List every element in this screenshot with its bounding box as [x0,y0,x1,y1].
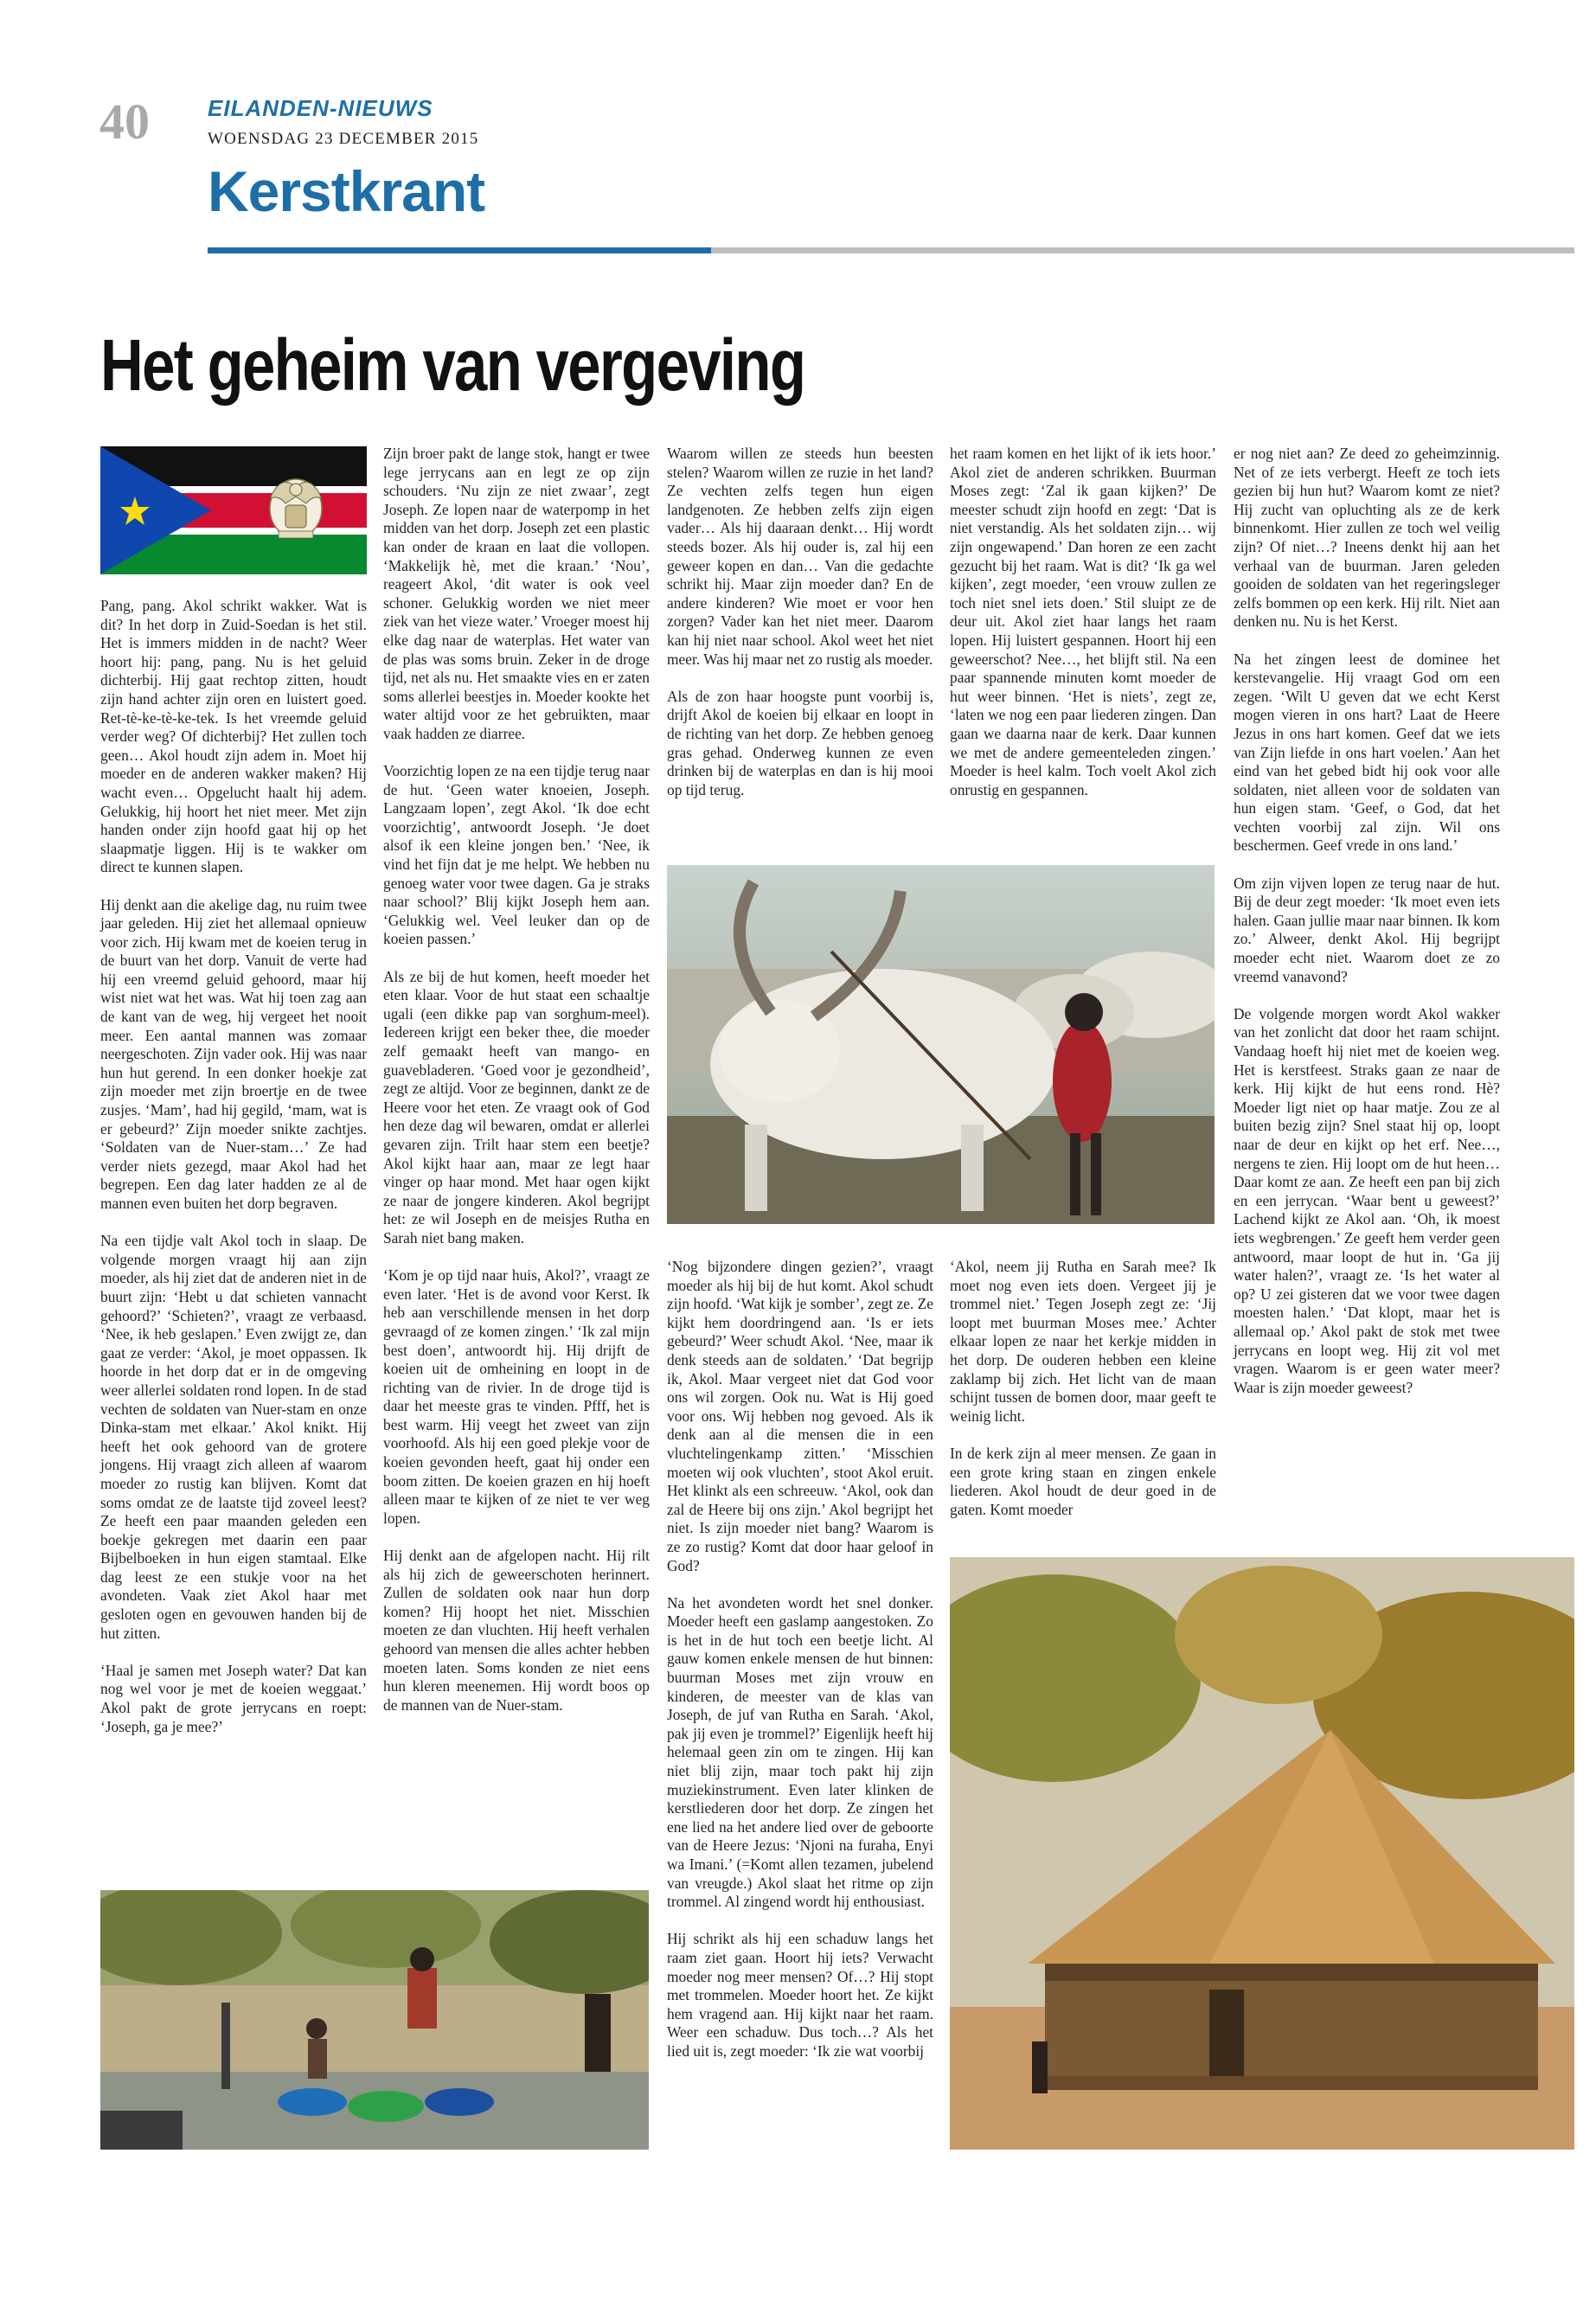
paragraph: Hij denkt aan de afgelopen nacht. Hij rilt als hij zich de geweerschoten herinnert. Zullen de soldaten ook naar hun dorp komen? Hij hoopt het niet. Misschien moeten ze dan vluchten. Hij heeft verhalen gehoord van mensen die alles achter hebben moeten laten. Soms konden ze niet eens hun kleren meenemen. Hij wordt boos op de mannen van de Nuer-stam. [383,1547,650,1714]
thatched-hut-photo [950,1557,1574,2150]
article-column-4-top [950,445,1216,818]
paragraph: Pang, pang. Akol schrikt wakker. Wat is dit? In het dorp in Zuid-Soedan is het stil. Het is immers midden in de nacht? Weer hoort hij: pang, pang. Nu is het geluid dichterbij. Hij gaat rechtop zitten, houdt zijn hand achter zijn oren en luistert goed. Ret-tè-ke-tè-ke-tek. Is het vreemde geluid verder weg? Of dichterbij? Het zullen toch geen… Akol houdt zijn adem in. Moet hij moeder en de anderen wakker maken? Hij wacht even… Opgelucht haalt hij adem. Gelukkig, hij hoort het niet meer. Met zijn handen onder zijn hoofd gaat hij op het slaapmatje liggen. Hij is te wakker om direct te kunnen slapen. [100,597,367,876]
article-headline: Het geheim van vergeving [100,324,805,406]
paragraph: ‘Haal je samen met Joseph water? Dat kan nog wel voor je met de koeien weggaat.’ Akol pakt de grote jerrycans en roept: ‘Joseph, ga je mee?’ [100,1661,367,1735]
masthead-logo: EILANDEN-NIEUWS [208,95,433,121]
section-rule-blue [208,247,711,253]
paragraph: De volgende morgen wordt Akol wakker van het zonlicht dat door het raam schijnt. Vandaag hoeft hij niet met de koeien weg. Het is kerstfeest. Straks gaan ze naar de kerk. Hij kijkt de hut eens rond. Hè? Moeder ligt niet op haar matje. Zou ze al buiten bezig zijn? Snel staat hij op, loopt naar de deur en kijkt op het erf. Nee…, nergens te zien. Hij loopt om de hut heen… Daar komt ze aan. Ze heeft een pan bij zich en een jerrycan. ‘Waar bent u geweest?’ Lachend kijkt ze Akol aan. ‘Oh, ik moest iets wegbrengen.’ Ze geeft hem verder geen antwoord, maar loopt de hut in. ‘Ga jij water halen?’, vraagt ze. ‘Is het water al op? U zei gisteren dat we voor twee dagen moesten halen.’ ‘Dat klopt, maar het is allemaal op.’ Akol pakt de stok met twee jerrycans en loopt weg. Hij zit vol met vragen. Waarom is er geen water meer? Waar is zijn moeder geweest? [1234,1004,1500,1396]
section-rule-grey [711,247,1574,253]
article-column-1 [100,597,367,1755]
paragraph: Als ze bij de hut komen, heeft moeder het eten klaar. Voor de hut staat een schaaltje ugali (een dikke pap van sorghum-meel). Iedereen krijgt een beker thee, die moeder zelf gemaakt heeft van mango- en guavebladeren. ‘Goed voor je gezondheid’, zegt ze altijd. Voor ze beginnen, dankt ze de Heere voor het eten. Ze vraagt ook of God hen deze dag wil bewaren, omdat er allerlei gevaren zijn. Trilt haar stem een beetje? Akol kijkt haar aan, maar ze legt haar vinger op haar mond. Met haar ogen kijkt ze naar de jongere kinderen. Akol begrijpt het: ze wil Joseph en de meisjes Rutha en Sarah niet bang maken. [383,967,650,1247]
article-column-4-bottom [950,1258,1216,1538]
paragraph: Hij denkt aan die akelige dag, nu ruim twee jaar geleden. Hij ziet het allemaal opnieuw voor zich. Hij kwam met de koeien terug in de buurt van het dorp. Vanuit de verte had hij een vreemd geluid gehoord, maar hij wist niet wat het was. Wat hij toen zag aan de kant van de weg, hij vergeet het nooit meer. Een aantal mannen was zomaar neergeschoten. Zijn vader ook. Hij was naar hun hut gerend. In een donker hoekje zat zijn moeder met zijn broertje en de twee zusjes. ‘Mam’, had hij gegild, ‘mam, wat is er gebeurd?’ Zijn moeder snikte zachtjes. ‘Soldaten van de Nuer-stam…’ Ze had verder niets gezegd, maar Akol had het begrepen. Een dag later hadden ze al de mannen even buiten het dorp begraven. [100,895,367,1212]
eagle-emblem-icon [270,479,322,538]
paragraph: het raam komen en het lijkt of ik iets hoor.’ Akol ziet de anderen schrikken. Buurman Moses zegt: ‘Zal ik gaan kijken?’ De meester schudt zijn hoofd en zegt: ‘Dat is niet verstandig. Als het soldaten zijn… wij zijn ongewapend.’ Dan horen ze een zacht gezucht bij het raam. Wat is dit? ‘Ik ga wel kijken’, zegt moeder, ‘een vrouw zullen ze toch niet snel iets doen.’ Stil sluipt ze de deur uit. Akol ziet haar langs het raam lopen. Hij luistert gespannen. Hoort hij een geweerschot? Nee…, het blijft stil. Na een paar spannende minuten komt moeder de hut weer binnen. ‘Het is niets’, zegt ze, ‘laten we nog een paar liederen zingen. Dan gaan we daarna naar de kerk. Daar kunnen we met de andere gemeenteleden zingen.’ Moeder is heel kalm. Toch voelt Akol zich onrustig en gespannen. [950,445,1216,798]
dateline: WOENSDAG 23 DECEMBER 2015 [208,130,479,148]
paragraph: Hij schrikt als hij een schaduw langs het raam ziet gaan. Hoort hij iets? Verwacht moeder nog meer mensen? Of…? Hij stopt met trommelen. Moeder hoort het. Ze kijkt hem vragend aan. Hij kijkt naar het raam. Weer een schaduw. Dus toch…? Als het lied uit is, zegt moeder: ‘Ik zie wat voorbij [667,1930,933,2060]
article-column-5 [1234,445,1500,1416]
article-column-2 [383,445,650,1734]
water-pump-photo [100,1890,649,2150]
paragraph: Als de zon haar hoogste punt voorbij is, drijft Akol de koeien bij elkaar en loopt in de richting van het dorp. Ze hebben genoeg gras gehad. Onderweg kunnen ze even drinken bij de waterplas en dan is hij mooi op tijd terug. [667,687,933,798]
paragraph: In de kerk zijn al meer mensen. Ze gaan in een grote kring staan en zingen enkele liederen. Akol houdt de deur goed in de gaten. Komt moeder [950,1444,1216,1518]
paragraph: ‘Kom je op tijd naar huis, Akol?’, vraagt ze even later. ‘Het is de avond voor Kerst. Ik heb aan verschillende mensen in het dorp gevraagd of ze komen zingen.’ ‘Ik zal mijn best doen’, antwoordt hij. Hij drijft de koeien uit de omheining en loopt in de richting van de rivier. In de droge tijd is daar het meeste gras te vinden. Pfff, het is best warm. Hij veegt het zweet van zijn voorhoofd. Als hij een goed plekje voor de koeien gevonden heeft, gaat hij onder een boom zitten. De koeien grazen en hij hoeft alleen maar te kijken of ze niet te ver weg lopen. [383,1266,650,1527]
paragraph: Waarom willen ze steeds hun beesten stelen? Waarom willen ze ruzie in het land? Ze vechten zelfs tegen hun eigen landgenoten. Ze hebben zelfs zijn eigen vader… Als hij daaraan denkt… Hij wordt steeds bozer. Als hij ouder is, zal hij een geweer kopen en dan… Van die gedachte schrikt hij. Maar zijn moeder dan? En de andere kinderen? Wie moet er voor hen zorgen? Vader kan het niet meer. Daarom kan hij niet naar school. Akol weet het niet meer. Was hij maar net zo rustig als moeder. [667,445,933,668]
paragraph: ‘Nog bijzondere dingen gezien?’, vraagt moeder als hij bij de hut komt. Akol schudt zijn hoofd. ‘Wat kijk je somber’, zegt ze. Ze kijkt hem doordringend aan. ‘Is er iets gebeurd?’ Weer schudt Akol. ‘Nee, maar ik denk steeds aan de soldaten.’ ‘Dat begrijp ik, Akol. Maar vergeet niet dat God voor ons wil zorgen. Ook nu. Wat is Hij goed voor ons. Wij hebben nog gevoed. Als ik denk aan al die mensen die in een vluchtelingenkamp zitten.’ ‘Misschien moeten wij ook vluchten’, stoot Akol eruit. Het klinkt als een schreeuw. ‘Akol, ook dan zal de Heere bij ons zijn.’ Akol begrijpt het niet. Is zijn moeder niet bang? Waarom is ze zo rustig? Komt dat door haar geloof in God? [667,1258,933,1574]
paragraph: Voorzichtig lopen ze na een tijdje terug naar de hut. ‘Geen water knoeien, Joseph. Langzaam lopen’, zegt Akol. ‘Ik doe echt voorzichtig’, antwoordt Joseph. ‘Je doet alsof ik een kleine jongen ben.’ ‘Nee, ik vind het fijn dat je me helpt. We hebben nu genoeg water voor twee dagen. Ga je straks naar school?’ Blij kijkt Joseph hem aan. ‘Gelukkig wel. Veel leuker dan op de koeien passen.’ [383,762,650,948]
paragraph: Na het avondeten wordt het snel donker. Moeder heeft een gaslamp aangestoken. Zo is het in de hut toch een beetje licht. Al gauw komen enkele mensen de hut binnen: buurman Moses met zijn vrouw en kinderen, de meester van de klas van Joseph, de juf van Rutha en Sarah. ‘Akol, pak jij even je trommel?’ Eigenlijk heeft hij helemaal geen zin om te zingen. Hij kan niet blij zijn, maar toch pakt hij zijn muziekinstrument. Even later klinken de kerstliederen door het dorp. Ze zingen het ene lied na het andere lied over de geboorte van de Heere Jezus: ‘Njoni na furaha, Enyi wa Imani.’ (=Komt allen tezamen, jubelend van vreugde.) Akol slaat het ritme op zijn trommel. Al zingend wordt hij enthousiast. [667,1593,933,1911]
page-number: 40 [99,93,150,150]
paragraph: ‘Akol, neem jij Rutha en Sarah mee? Ik moet nog even iets doen. Vergeet jij je trommel niet.’ Tegen Joseph zegt ze: ‘Jij loopt met buurman Moses mee.’ Achter elkaar lopen ze naar het kerkje midden in het dorp. De ouderen hebben een kleine zaklamp bij zich. Het licht van de maan schijnt tussen de bomen door, maar geeft te weinig licht. [950,1258,1216,1425]
section-title: Kerstkrant [208,159,485,223]
cattle-boy-photo [667,865,1215,1224]
flag-image [100,446,367,574]
paragraph: Na een tijdje valt Akol toch in slaap. De volgende morgen vraagt hij aan zijn moeder, als hij ziet dat de anderen niet in de buurt zijn: ‘Hebt u dat schieten vannacht gehoord?’ ‘Schieten?’, vraagt ze verbaasd. ‘Nee, ik heb geslapen.’ Even zwijgt ze, dan gaat ze verder: ‘Akol, je moet oppassen. Ik hoorde in het dorp dat er in de omgeving weer allerlei soldaten rond lopen. In de stad vechten de soldaten van Nuer-stam en onze Dinka-stam met elkaar.’ Akol knikt. Hij heeft het ook gehoord van de grotere jongens. Hij vraagt zich alleen af waarom moeder zo rustig kan blijven. Komt dat soms omdat ze de laatste tijd zoveel leest? Ze heeft een paar maanden geleden een boekje gekregen met daarin een paar Bijbelboeken in hun eigen stamtaal. Elke dag leest ze een stukje voor na het avondeten. Vaak ziet Akol haar met gesloten ogen en gevouwen handen bij de hut zitten. [100,1232,367,1642]
paragraph: er nog niet aan? Ze deed zo geheimzinnig. Net of ze iets verbergt. Heeft ze toch iets gezien bij hun hut? Waarom komt ze niet? Hij zucht van opluchting als ze de kerk binnenkomt. Hier zullen ze toch wel veilig zijn? Of niet…? Ineens denkt hij aan het verhaal van de buurman. Jaren geleden gooiden de soldaten van het regeringsleger zelfs bommen op een kerk. Hij rilt. Niet aan denken nu. Nu is het Kerst. [1234,445,1500,631]
paragraph: Zijn broer pakt de lange stok, hangt er twee lege jerrycans aan en legt ze op zijn schouders. ‘Nu zijn ze niet zwaar’, zegt Joseph. Ze lopen naar de waterpomp in het midden van het dorp. Joseph zet een plastic kan onder de kraan en laat die vollopen. ‘Makkelijk hè, met die kraan.’ ‘Nou’, reageert Akol, ‘dit water is ook veel schoner. Gelukkig worden we niet meer ziek van het vieze water.’ Vroeger moest hij elke dag naar de waterplas. Het water van de plas was soms bruin. Zeker in de droge tijd, net als nu. Het smaakte vies en er zaten soms allerlei beestjes in. Moeder kookte het water altijd voor ze het gebruikten, maar vaak hadden ze diarree. [383,445,650,742]
paragraph: Na het zingen leest de dominee het kerstevangelie. Hij vraagt God om een zegen. ‘Wilt U geven dat we echt Kerst mogen vieren in ons hart? Laat de Heere Jezus in ons hart komen. Geef dat we iets van Zijn liefde in ons hart voelen.’ Aan het eind van het gebed bidt hij ook voor alle soldaten, niet alleen voor de soldaten van hun eigen stam. ‘Geef, o God, dat het vechten voorbij zal zijn. Wil ons beschermen. Geef vrede in ons land.’ [1234,650,1500,855]
article-column-3-bottom [667,1258,933,2080]
paragraph: Om zijn vijven lopen ze terug naar de hut. Bij de deur zegt moeder: ‘Ik moet even iets halen. Gaan jullie maar naar binnen. Ik kom zo.’ Alweer, denkt Akol. Hij begrijpt moeder echt niet. Waarom doet ze zo vreemd vanavond? [1234,874,1500,985]
article-column-3-top [667,445,933,818]
